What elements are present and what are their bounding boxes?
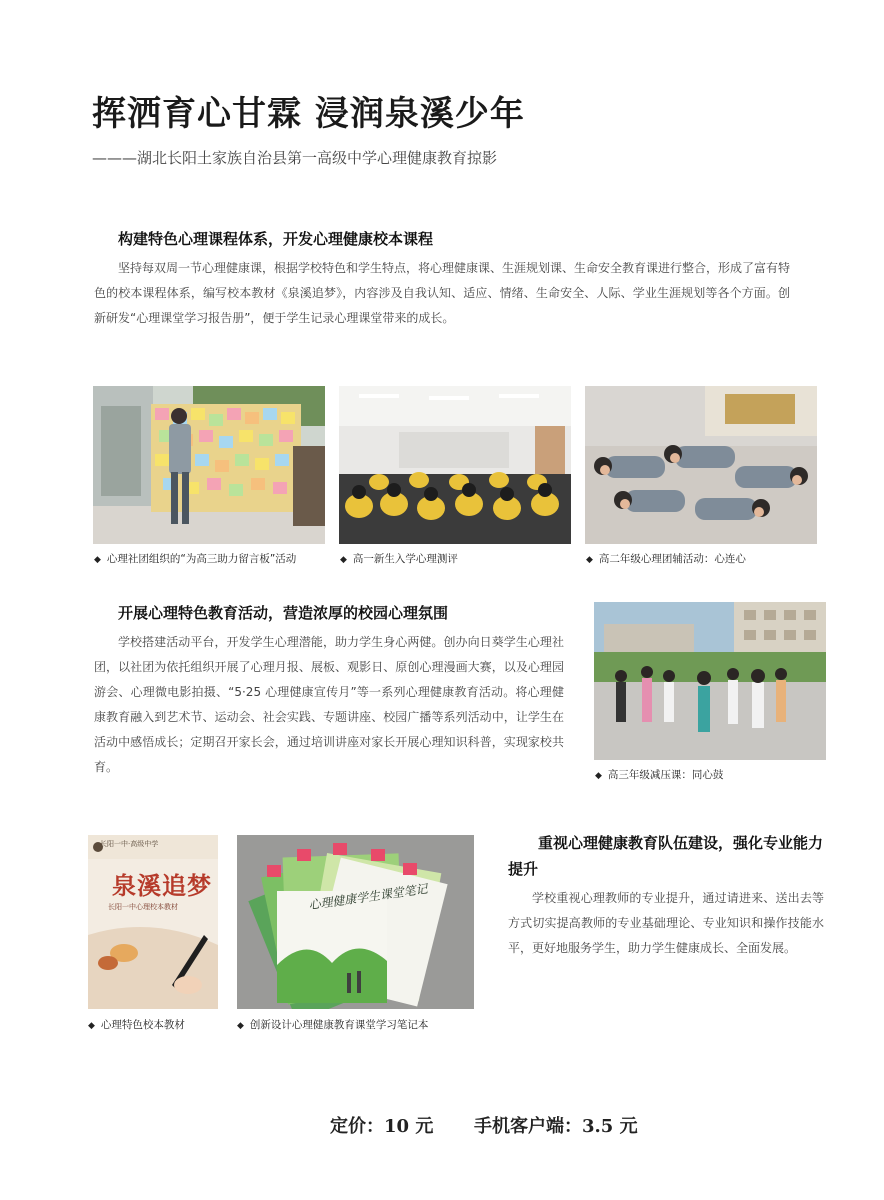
caption-row1-3 xyxy=(586,551,746,566)
caption-text: 创新设计心理健康教育课堂学习笔记本 xyxy=(249,1019,429,1031)
caption-drum-class xyxy=(595,767,723,782)
caption-notebooks xyxy=(237,1017,428,1032)
section2-heading: 开展心理特色教育活动，营造浓厚的校园心理氛围 xyxy=(118,604,449,622)
section1-heading: 构建特色心理课程体系，开发心理健康校本课程 xyxy=(118,230,434,248)
price-label: 定价：10 元 xyxy=(330,1116,434,1137)
section3-heading: 重视心理健康教育队伍建设，强化专业能力提升 xyxy=(508,834,824,878)
page-subtitle: ———湖北长阳土家族自治县第一高级中学心理健康教育掠影 xyxy=(92,149,498,167)
caption-text: 高三年级减压课：同心鼓 xyxy=(607,769,724,781)
diamond-icon: ◆ xyxy=(586,555,593,565)
caption-textbook xyxy=(88,1017,185,1032)
section3-body: 学校重视心理教师的专业提升，通过请进来、送出去等方式切实提高教师的专业基础理论、专业知识和操作技能水平，更好地服务学生，助力学生健康成长、全面发展。 xyxy=(508,891,824,955)
caption-text: 心理特色校本教材 xyxy=(100,1019,185,1031)
diamond-icon: ◆ xyxy=(237,1021,244,1031)
section2-body: 学校搭建活动平台，开发学生心理潜能，助力学生身心两健。创办向日葵学生心理社团，以社团为依托组织开展了心理月报、展板、观影日、原创心理漫画大赛，以及心理园游会、心理微电影拍摄、“5·25 心理健康宣传月”等一系列心理健康教育活动。将心理健康教育融入到艺术节、运动会、社会实践、专题讲座、校园广播等系列活动中，让学生在活动中感悟成长；定期召开家长会，通过培训讲座对家长开展心理知识科普，实现家校共育。 xyxy=(94,635,564,774)
photo-notebooks xyxy=(237,835,474,1009)
photo-message-board xyxy=(93,386,325,544)
diamond-icon: ◆ xyxy=(94,555,101,565)
textbook-title: 泉溪追梦 xyxy=(112,871,212,900)
caption-text: 心理社团组织的“为高三助力留言板”活动 xyxy=(106,553,297,565)
diamond-icon: ◆ xyxy=(340,555,347,565)
photo-textbook xyxy=(88,835,218,1009)
photo-computer-lab xyxy=(339,386,571,544)
caption-row1-2 xyxy=(340,551,458,566)
notebook-title: 心理健康学生课堂笔记 xyxy=(307,881,429,913)
section1-body: 坚持每双周一节心理健康课，根据学校特色和学生特点，将心理健康课、生涯规划课、生命安全教育课进行整合，形成了富有特色的校本课程体系，编写校本教材《泉溪追梦》，内容涉及自我认知、适应、情绪、生命安全、人际、学业生涯规划等各个方面。创新研发“心理课堂学习报告册”，便于学生记录心理课堂带来的成长。 xyxy=(94,261,791,325)
caption-text: 高二年级心理团辅活动：心连心 xyxy=(598,553,746,565)
page-title: 挥洒育心甘霖 浸润泉溪少年 xyxy=(92,94,525,134)
textbook-subtitle: 长阳一中心理校本教材 xyxy=(108,903,178,911)
caption-row1-1 xyxy=(94,551,296,566)
textbook-header: 长阳一中·高级中学 xyxy=(100,840,159,848)
mobile-price-label: 手机客户端：3.5 元 xyxy=(474,1116,638,1137)
photo-group-activity xyxy=(585,386,817,544)
diamond-icon: ◆ xyxy=(88,1021,95,1031)
caption-text: 高一新生入学心理测评 xyxy=(352,553,458,565)
diamond-icon: ◆ xyxy=(595,771,602,781)
photo-drum-class xyxy=(594,602,826,760)
